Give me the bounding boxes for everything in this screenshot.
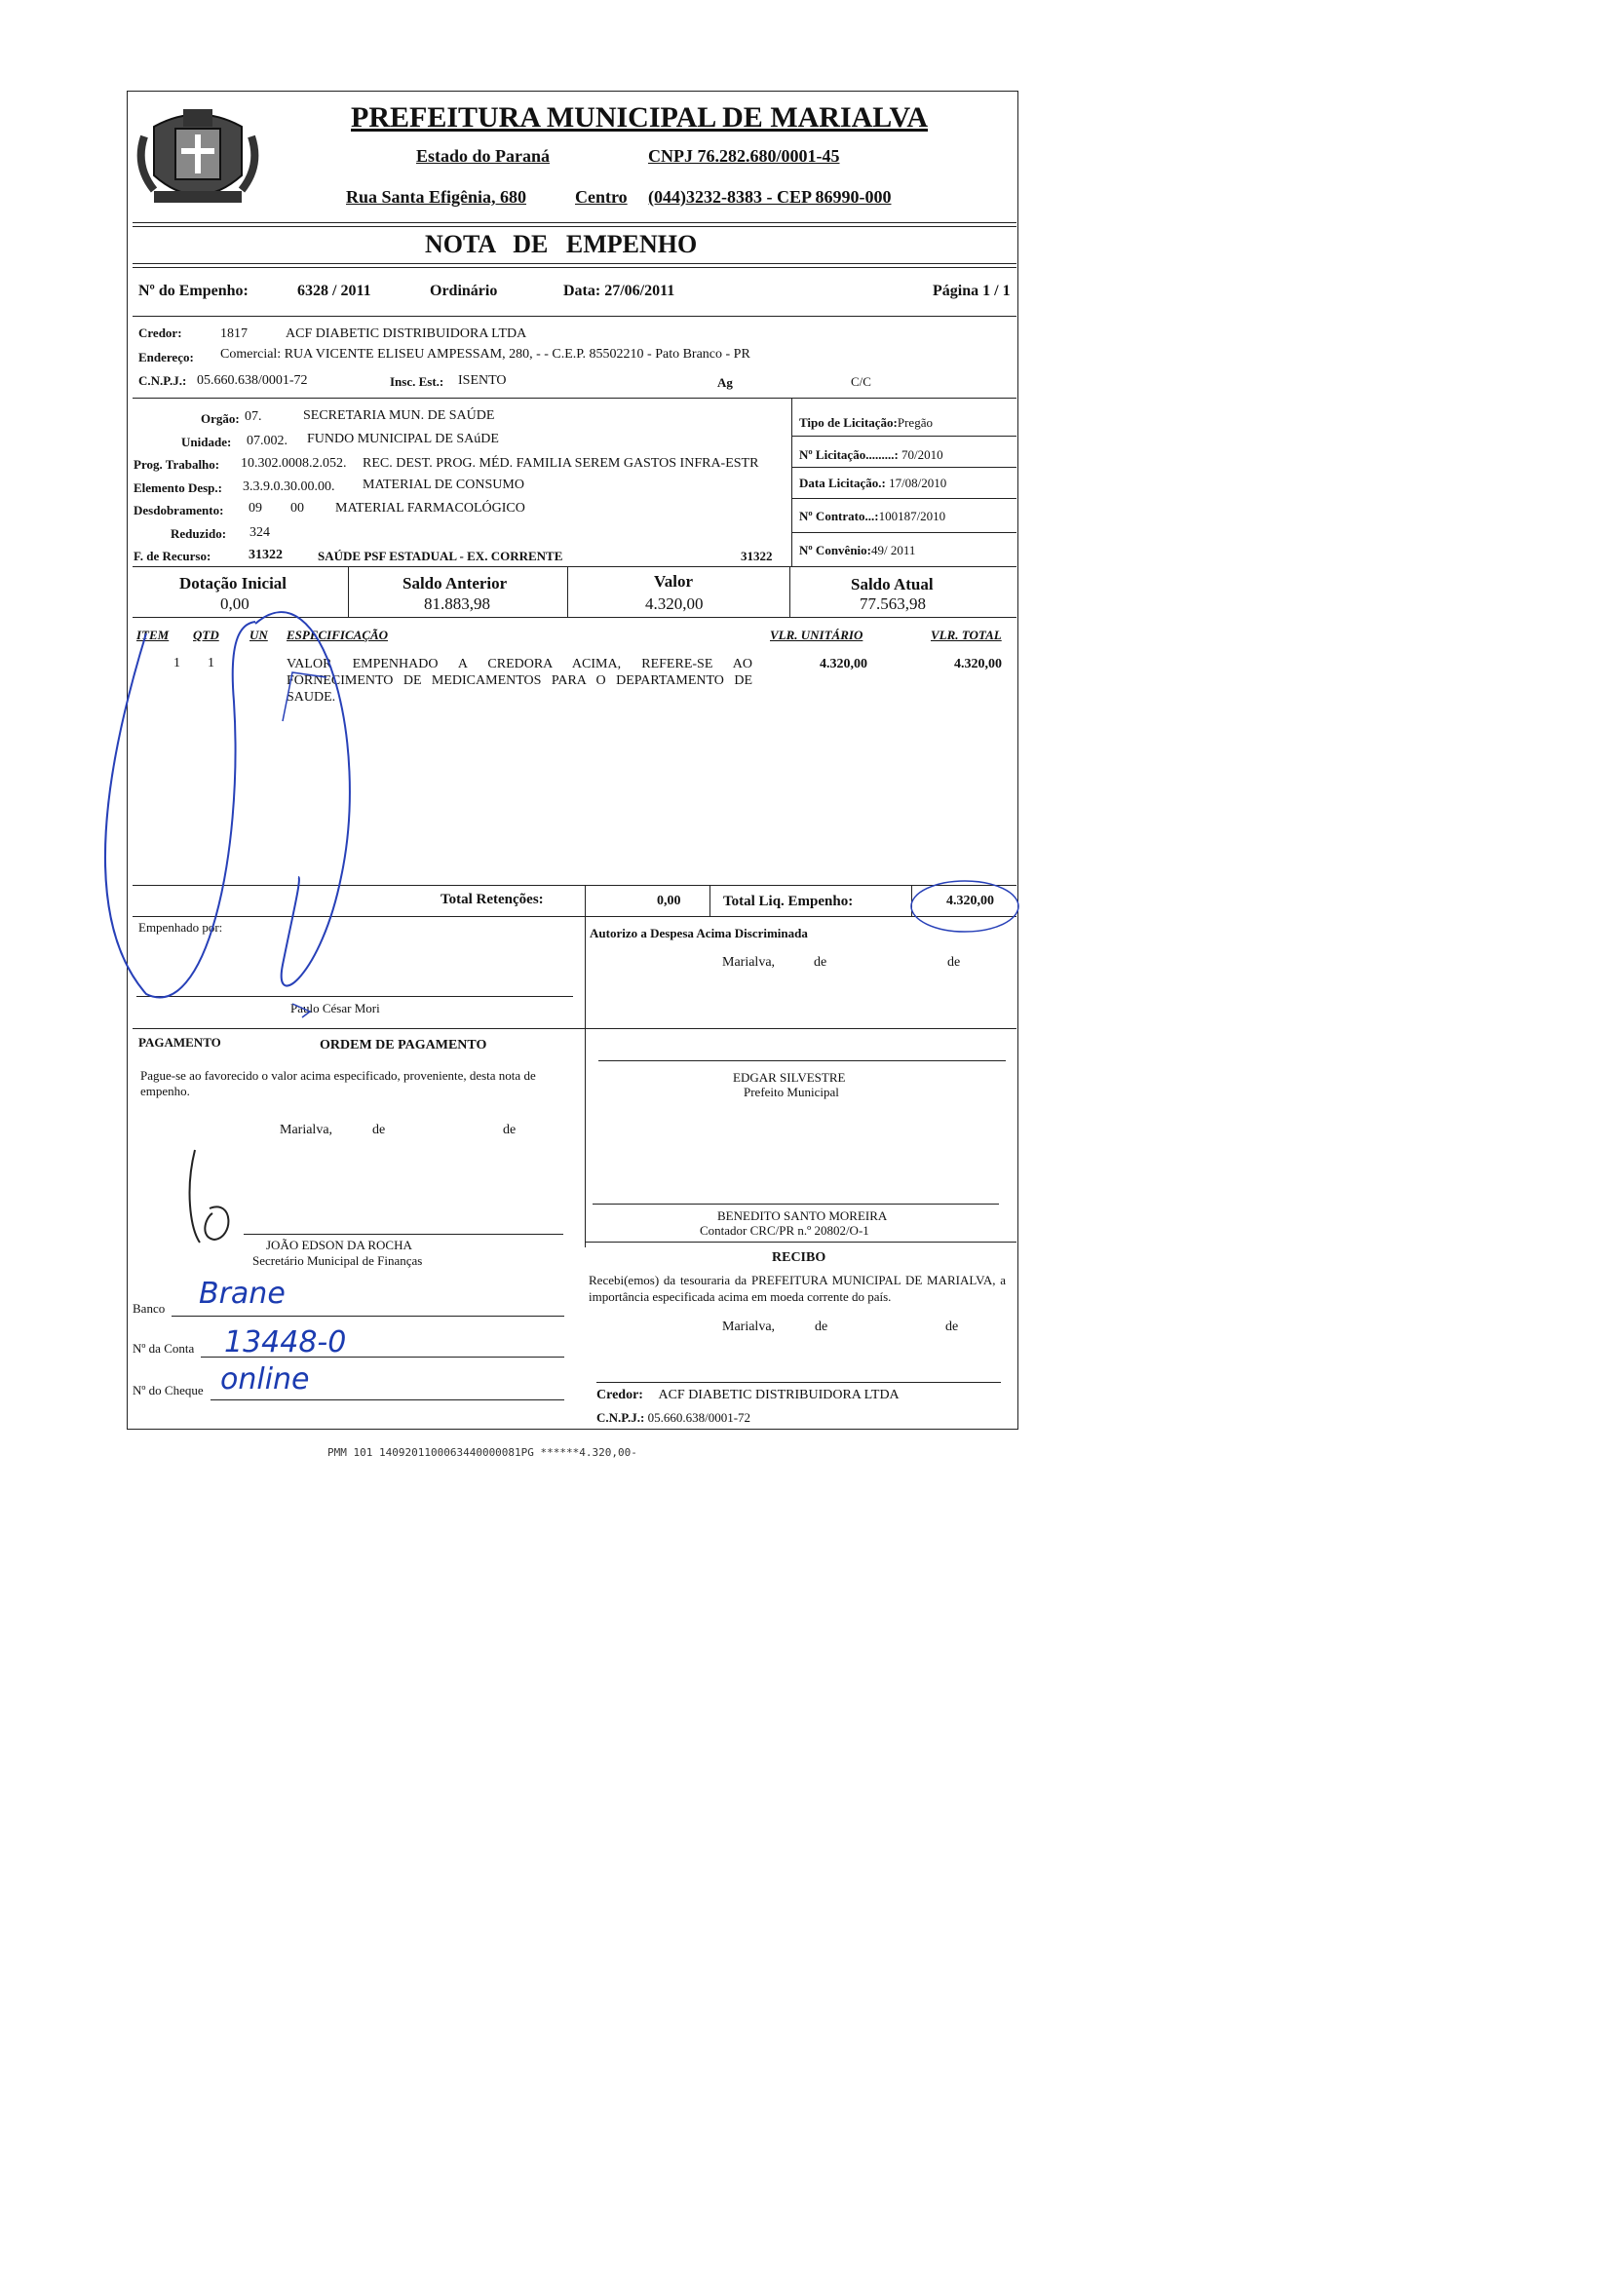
valor-valor: 4.320,00 bbox=[645, 594, 704, 613]
recibo-titulo: RECIBO bbox=[772, 1250, 826, 1265]
data-licitacao bbox=[799, 476, 946, 491]
recibo-credor-label: Credor: bbox=[596, 1388, 643, 1402]
doc-title: NOTA DE EMPENHO bbox=[425, 230, 698, 258]
empenhado-label: Empenhado por: bbox=[138, 920, 223, 935]
contador-nome: BENEDITO SANTO MOREIRA bbox=[717, 1208, 888, 1223]
reduzido-label: Reduzido: bbox=[171, 526, 227, 541]
col-vlr-total-header: VLR. TOTAL bbox=[931, 628, 1002, 642]
elemento-codigo: 3.3.9.0.30.00.00. bbox=[243, 479, 335, 494]
ordem-pagamento-label: ORDEM DE PAGAMENTO bbox=[320, 1038, 487, 1052]
recurso-label: F. de Recurso: bbox=[134, 549, 211, 563]
empenho-numero: 6328 / 2011 bbox=[297, 283, 371, 299]
num-contrato bbox=[799, 509, 945, 524]
pagamento-label: PAGAMENTO bbox=[138, 1035, 221, 1050]
empenhado-nome: Paulo César Mori bbox=[290, 1001, 380, 1015]
num-contrato-label: Nº Contrato...: bbox=[799, 509, 879, 523]
row-vlr-total: 4.320,00 bbox=[954, 657, 1002, 671]
desdobramento-label: Desdobramento: bbox=[134, 503, 224, 517]
recurso-nome: SAÚDE PSF ESTADUAL - EX. CORRENTE bbox=[318, 549, 563, 563]
total-liq-valor: 4.320,00 bbox=[946, 894, 994, 908]
orgao-codigo: 07. bbox=[245, 409, 262, 424]
saldo-atual-label: Saldo Atual bbox=[851, 575, 934, 593]
saldo-atual-valor: 77.563,98 bbox=[860, 594, 926, 613]
orgao-label: Orgão: bbox=[201, 411, 240, 426]
prefeitura-title: PREFEITURA MUNICIPAL DE MARIALVA bbox=[351, 101, 929, 134]
recurso-cod-final: 31322 bbox=[741, 549, 773, 563]
pagamento-texto: Pague-se ao favorecido o valor acima especificado, proveniente, desta nota de empenho. bbox=[140, 1068, 536, 1098]
col-un-header: UN bbox=[249, 628, 268, 642]
conta-label: Nº da Conta bbox=[133, 1341, 195, 1356]
saldo-anterior-valor: 81.883,98 bbox=[424, 594, 490, 613]
telefone-cep: (044)3232-8383 - CEP 86990-000 bbox=[648, 187, 892, 207]
row-especificacao: VALOR EMPENHADO A CREDORA ACIMA, REFERE-SE AO FORNECIMENTO DE MEDICAMENTOS PARA O DEPARTAMENTO DE SAUDE. bbox=[287, 657, 752, 705]
elemento-nome: MATERIAL DE CONSUMO bbox=[363, 478, 524, 492]
num-convenio-valor: 49/ 2011 bbox=[871, 543, 916, 557]
recibo-cnpj bbox=[596, 1410, 750, 1426]
estado-label: Estado do Paraná bbox=[416, 146, 551, 166]
row-item: 1 bbox=[173, 656, 180, 670]
coat-of-arms-logo bbox=[134, 97, 261, 222]
orgao-nome: SECRETARIA MUN. DE SAÚDE bbox=[303, 408, 495, 423]
recibo-de1: de bbox=[815, 1320, 828, 1334]
prog-nome: REC. DEST. PROG. MÉD. FAMILIA SEREM GASTOS INFRA-ESTR bbox=[363, 456, 759, 471]
pagamento-local: Marialva, bbox=[280, 1123, 333, 1137]
credor-label: Credor: bbox=[138, 325, 182, 340]
empenho-data: Data: 27/06/2011 bbox=[563, 283, 675, 299]
saldo-dotacao-label: Dotação Inicial bbox=[179, 574, 288, 593]
prog-codigo: 10.302.0008.2.052. bbox=[241, 456, 347, 471]
pagamento-de2: de bbox=[503, 1123, 517, 1137]
tipo-licitacao-valor: Pregão bbox=[897, 415, 933, 430]
credor-endereco: Comercial: RUA VICENTE ELISEU AMPESSAM, 280, - - C.E.P. 85502210 - Pato Branco - PR bbox=[220, 347, 750, 362]
secretario-nome: JOÃO EDSON DA ROCHA bbox=[266, 1238, 412, 1252]
recurso-codigo: 31322 bbox=[249, 548, 283, 562]
autorizo-de2: de bbox=[947, 955, 961, 970]
cnpj-prefeitura: CNPJ 76.282.680/0001-45 bbox=[648, 146, 840, 166]
autorizo-de1: de bbox=[814, 955, 827, 970]
cnpj-label: C.N.P.J.: bbox=[138, 373, 187, 388]
desdobramento-b: 00 bbox=[290, 501, 304, 516]
col-item-header: ITEM bbox=[136, 628, 170, 642]
ag-label: Ag bbox=[717, 375, 733, 390]
tipo-licitacao-label: Tipo de Licitação: bbox=[799, 415, 898, 430]
elemento-label: Elemento Desp.: bbox=[134, 480, 222, 495]
conta-handwritten: 13448-0 bbox=[224, 1325, 347, 1359]
recibo-local: Marialva, bbox=[722, 1320, 776, 1334]
num-contrato-valor: 100187/2010 bbox=[878, 509, 946, 523]
banco-label: Banco bbox=[133, 1301, 166, 1316]
recibo-credor-nome: ACF DIABETIC DISTRIBUIDORA LTDA bbox=[658, 1388, 900, 1402]
credor-cnpj: 05.660.638/0001-72 bbox=[197, 373, 308, 388]
recibo-cnpj-label: C.N.P.J.: bbox=[596, 1410, 645, 1425]
total-liq-label: Total Liq. Empenho: bbox=[723, 894, 854, 909]
total-retencoes-valor: 0,00 bbox=[657, 894, 681, 908]
credor-codigo: 1817 bbox=[220, 326, 248, 341]
data-licitacao-label: Data Licitação.: bbox=[799, 476, 886, 490]
autorizo-label: Autorizo a Despesa Acima Discriminada bbox=[590, 926, 808, 940]
endereco-prefeitura: Rua Santa Efigênia, 680 bbox=[346, 187, 527, 207]
credor-nome: ACF DIABETIC DISTRIBUIDORA LTDA bbox=[286, 326, 527, 341]
col-espec-header: ESPECIFICAÇÃO bbox=[287, 628, 389, 642]
recibo-de2: de bbox=[945, 1320, 959, 1334]
contador-cargo: Contador CRC/PR n.º 20802/O-1 bbox=[700, 1223, 869, 1238]
desdobramento-nome: MATERIAL FARMACOLÓGICO bbox=[335, 501, 525, 516]
endereco-label: Endereço: bbox=[138, 350, 194, 364]
cheque-handwritten: online bbox=[220, 1362, 310, 1397]
prog-label: Prog. Trabalho: bbox=[134, 457, 220, 472]
cheque-label: Nº do Cheque bbox=[133, 1383, 204, 1397]
centro-label: Centro bbox=[575, 187, 628, 207]
num-licitacao bbox=[799, 447, 943, 463]
insc-label: Insc. Est.: bbox=[390, 374, 444, 389]
num-licitacao-valor: 70/2010 bbox=[901, 447, 943, 462]
tipo-licitacao bbox=[799, 415, 933, 431]
saldo-dotacao-valor: 0,00 bbox=[220, 594, 249, 613]
cc-label: C/C bbox=[851, 374, 871, 389]
footer-code: PMM 101 1409201100063440000081PG ******4.320,00- bbox=[327, 1446, 637, 1459]
pagamento-de1: de bbox=[372, 1123, 386, 1137]
unidade-label: Unidade: bbox=[181, 435, 232, 449]
banco-handwritten: Brane bbox=[199, 1277, 286, 1311]
unidade-nome: FUNDO MUNICIPAL DE SAúDE bbox=[307, 432, 499, 446]
autorizo-local: Marialva, bbox=[722, 955, 776, 970]
num-licitacao-label: Nº Licitação.........: bbox=[799, 447, 899, 462]
recibo-cnpj-valor: 05.660.638/0001-72 bbox=[647, 1410, 751, 1425]
recibo-texto: Recebi(emos) da tesouraria da PREFEITURA MUNICIPAL DE MARIALVA, a importância especificada acima em moeda corrente do país. bbox=[589, 1273, 1006, 1304]
desdobramento-a: 09 bbox=[249, 501, 262, 516]
secretario-cargo: Secretário Municipal de Finanças bbox=[252, 1253, 423, 1268]
credor-insc: ISENTO bbox=[458, 373, 507, 388]
valor-label: Valor bbox=[654, 572, 693, 591]
empenho-pagina: Página 1 / 1 bbox=[933, 283, 1011, 299]
empenho-label: Nº do Empenho: bbox=[138, 283, 249, 299]
empenho-tipo: Ordinário bbox=[430, 283, 498, 299]
unidade-codigo: 07.002. bbox=[247, 434, 288, 448]
row-vlr-unitario: 4.320,00 bbox=[820, 657, 867, 671]
data-licitacao-valor: 17/08/2010 bbox=[889, 476, 947, 490]
total-retencoes-label: Total Retenções: bbox=[441, 892, 544, 907]
col-vlr-unit-header: VLR. UNITÁRIO bbox=[770, 628, 863, 642]
recibo-credor bbox=[596, 1388, 900, 1403]
saldo-anterior-label: Saldo Anterior bbox=[402, 574, 508, 593]
row-qtd: 1 bbox=[208, 656, 214, 670]
col-qtd-header: QTD bbox=[193, 628, 219, 642]
num-convenio-label: Nº Convênio: bbox=[799, 543, 871, 557]
prefeito-cargo: Prefeito Municipal bbox=[744, 1085, 839, 1099]
reduzido-valor: 324 bbox=[249, 525, 270, 540]
prefeito-nome: EDGAR SILVESTRE bbox=[733, 1070, 846, 1085]
num-convenio bbox=[799, 543, 915, 558]
